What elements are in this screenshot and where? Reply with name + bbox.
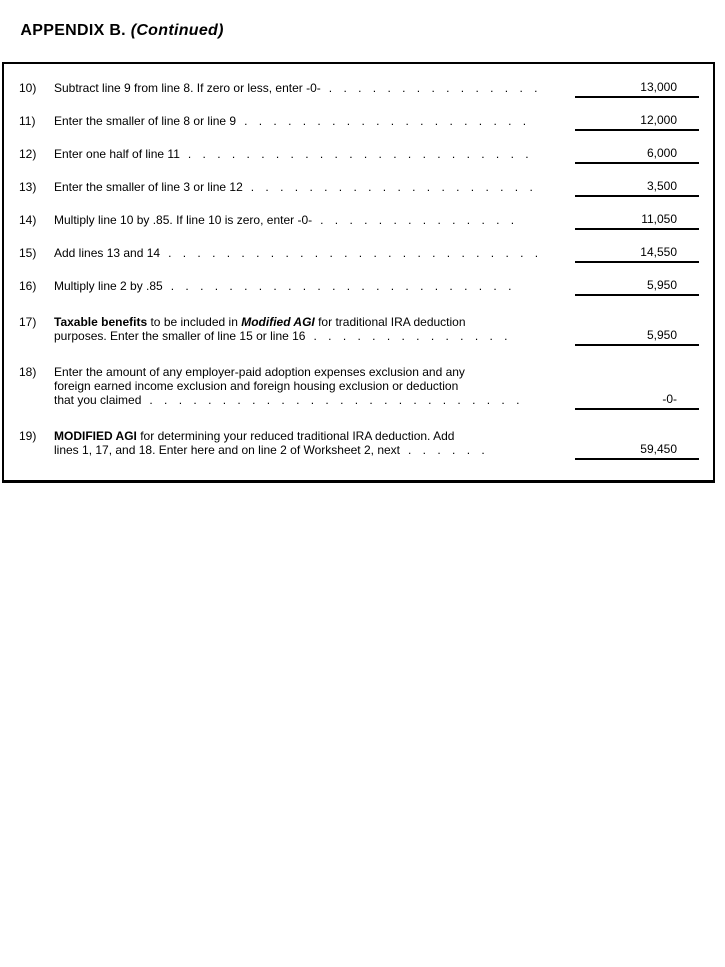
- worksheet-row: [4, 147, 699, 161]
- description-line: [54, 180, 575, 194]
- line-number: 17): [19, 315, 37, 329]
- text-segment: for traditional IRA deduction: [314, 315, 466, 329]
- amount-underline: [575, 195, 699, 197]
- amount-underline: [575, 261, 699, 263]
- line-description: [54, 279, 575, 293]
- dot-leader: . . . . . . . . . . . . . . . . . . . .: [250, 180, 533, 194]
- dot-leader: . . . . . . . . . . . . . .: [320, 213, 515, 227]
- amount-underline: [575, 129, 699, 131]
- line-number: 12): [19, 147, 37, 161]
- description-line: [54, 114, 575, 128]
- line-description: [54, 81, 575, 95]
- description-line: [54, 213, 575, 227]
- worksheet-row: [4, 213, 699, 227]
- appendix-title-continued: (Continued): [130, 22, 224, 39]
- worksheet-row: [4, 246, 699, 260]
- amount-text: 6,000: [646, 146, 677, 160]
- line-number: 19): [19, 429, 37, 443]
- description-line: [54, 393, 575, 407]
- text-segment: Modified AGI: [241, 315, 315, 329]
- dot-leader: . . . . . . . . . . . . . . . . . . . .: [244, 114, 527, 128]
- dot-leader: . . . . . . . . . . . . . .: [313, 329, 508, 343]
- line-number: 13): [19, 180, 37, 194]
- line-description: [54, 147, 575, 161]
- line-description: [54, 246, 575, 260]
- text-segment: Subtract line 9 from line 8. If zero or less, enter -0-: [54, 81, 321, 95]
- dot-leader: . . . . . .: [408, 443, 485, 457]
- description-line: [54, 81, 575, 95]
- text-segment: Enter the smaller of line 8 or line 9: [54, 114, 237, 128]
- text-segment: Enter one half of line 11: [54, 147, 180, 161]
- worksheet-row: [4, 279, 699, 293]
- description-line: [54, 329, 575, 343]
- text-segment: Enter the smaller of line 3 or line 12: [54, 180, 243, 194]
- line-value: [575, 213, 699, 230]
- amount-underline: [575, 458, 699, 460]
- line-description: [54, 315, 575, 343]
- line-value: [575, 279, 699, 296]
- amount-text: 12,000: [640, 113, 677, 127]
- description-line: [54, 279, 575, 293]
- dot-leader: . . . . . . . . . . . . . . . . . . . . . . . .: [187, 147, 529, 161]
- description-line: [54, 365, 575, 379]
- description-line: [54, 246, 575, 260]
- amount-underline: [575, 228, 699, 230]
- text-segment: Multiply line 2 by .85: [54, 279, 163, 293]
- amount-text: 14,550: [640, 245, 677, 259]
- line-number: 15): [19, 246, 37, 260]
- line-value: [575, 180, 699, 197]
- worksheet-row: [4, 429, 699, 457]
- description-line: [54, 429, 575, 443]
- dot-leader: . . . . . . . . . . . . . . . . . . . . . . . .: [170, 279, 512, 293]
- amount-text: 5,950: [646, 278, 677, 292]
- line-number: 16): [19, 279, 37, 293]
- line-description: [54, 180, 575, 194]
- description-line: [54, 147, 575, 161]
- text-segment: Multiply line 10 by .85. If line 10 is zero, enter -0-: [54, 213, 313, 227]
- amount-underline: [575, 162, 699, 164]
- line-description: [54, 365, 575, 407]
- amount-underline: [575, 408, 699, 410]
- line-number: 10): [19, 81, 37, 95]
- worksheet-box: [2, 62, 715, 483]
- amount-text: 59,450: [640, 442, 677, 456]
- description-line: [54, 379, 575, 393]
- worksheet-row: [4, 365, 699, 407]
- description-line: [54, 315, 575, 329]
- dot-leader: . . . . . . . . . . . . . . .: [328, 81, 538, 95]
- text-segment: purposes. Enter the smaller of line 15 or line 16: [54, 329, 306, 343]
- line-number: 18): [19, 365, 37, 379]
- text-segment: Add lines 13 and 14: [54, 246, 161, 260]
- worksheet-row: [4, 81, 699, 95]
- text-segment: that you claimed: [54, 393, 142, 407]
- line-description: [54, 114, 575, 128]
- text-segment: lines 1, 17, and 18. Enter here and on line 2 of Worksheet 2, next: [54, 443, 401, 457]
- text-segment: for determining your reduced traditional IRA deduction. Add: [136, 429, 455, 443]
- line-number: 14): [19, 213, 37, 227]
- worksheet-row: [4, 315, 699, 343]
- text-segment: foreign earned income exclusion and foreign housing exclusion or deduction: [54, 379, 459, 393]
- amount-text: 3,500: [646, 179, 677, 193]
- amount-text: 5,950: [646, 328, 677, 342]
- line-value: [575, 147, 699, 164]
- amount-underline: [575, 344, 699, 346]
- text-segment: Enter the amount of any employer-paid adoption expenses exclusion and any: [54, 365, 465, 379]
- text-segment: MODIFIED AGI: [54, 429, 137, 443]
- text-segment: Taxable benefits: [54, 315, 148, 329]
- worksheet-row: [4, 180, 699, 194]
- amount-underline: [575, 294, 699, 296]
- line-value: [575, 393, 699, 410]
- dot-leader: . . . . . . . . . . . . . . . . . . . . . . . . . .: [149, 393, 520, 407]
- amount-text: 13,000: [640, 80, 677, 94]
- dot-leader: . . . . . . . . . . . . . . . . . . . . . . . . . .: [168, 246, 539, 260]
- line-value: [575, 81, 699, 98]
- line-number: 11): [19, 114, 36, 128]
- text-segment: to be included in: [147, 315, 242, 329]
- amount-text: 11,050: [641, 212, 677, 226]
- line-description: [54, 429, 575, 457]
- amount-text: -0-: [662, 392, 677, 406]
- worksheet-rows: [4, 81, 699, 457]
- line-value: [575, 114, 699, 131]
- description-line: [54, 443, 575, 457]
- line-value: [575, 246, 699, 263]
- line-value: [575, 329, 699, 346]
- amount-underline: [575, 96, 699, 98]
- line-description: [54, 213, 575, 227]
- appendix-title-text: APPENDIX B.: [20, 22, 131, 39]
- line-value: [575, 443, 699, 460]
- worksheet-row: [4, 114, 699, 128]
- appendix-title: [2, 2, 725, 59]
